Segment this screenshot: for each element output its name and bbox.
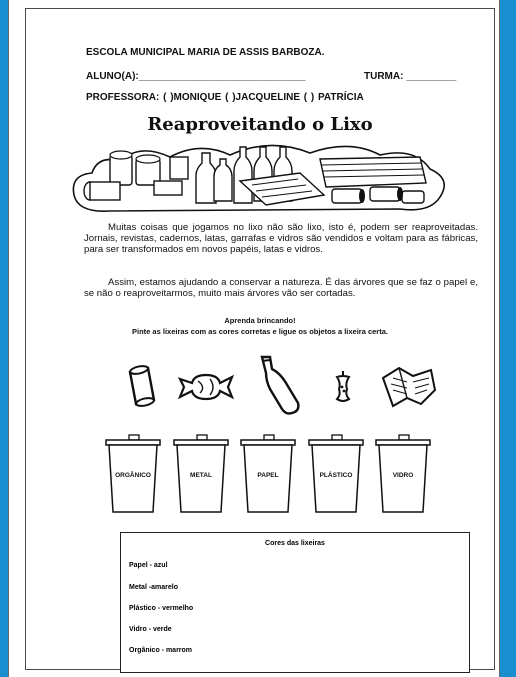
can-icon [122, 364, 158, 409]
teacher-line: PROFESSORA: ( )MONIQUE ( )JACQUELINE ( ) PATRÍCIA [86, 92, 364, 103]
apple-core-icon [331, 369, 355, 405]
bin-vidro[interactable] [373, 434, 433, 516]
recyclables-illustration [70, 135, 450, 217]
bin-label: PAPEL [257, 472, 279, 479]
bin-plastico[interactable] [306, 434, 366, 516]
bin-label: ORGÂNICO [115, 472, 151, 479]
bin-organico[interactable] [103, 434, 163, 516]
paragraph-1: Muitas coisas que jogamos no lixo não são lixo, isto é, podem ser reaproveitadas. Jornais, revistas, cadernos, latas, garrafas e vidros são vendidos e voltam para as fábricas, para ser transformados em novos papéis, latas e vidros. [84, 222, 478, 255]
worksheet-border [25, 8, 495, 670]
legend-item: Plástico - vermelho [129, 605, 194, 612]
newspaper-icon [379, 364, 437, 410]
bin-label: PLÁSTICO [319, 472, 353, 479]
legend-item: Papel - azul [129, 562, 168, 569]
bin-metal[interactable] [171, 434, 231, 516]
page-title: Reaproveitando o Lixo [147, 114, 373, 135]
bin-color-legend [120, 532, 470, 673]
bin-papel[interactable] [238, 434, 298, 516]
student-name-line: ALUNO(A):______________________________ [86, 71, 306, 82]
bottle-icon [254, 355, 304, 415]
activity-heading: Aprenda brincando! [224, 316, 296, 325]
bin-label: METAL [190, 472, 212, 479]
legend-title: Cores das lixeiras [265, 540, 325, 547]
bin-label: VIDRO [392, 472, 414, 479]
worksheet-page [8, 0, 500, 677]
school-name: ESCOLA MUNICIPAL MARIA DE ASSIS BARBOZA. [86, 47, 325, 58]
class-line: TURMA: _________ [364, 71, 457, 82]
legend-item: Vidro - verde [129, 626, 172, 633]
candy-wrapper-icon [176, 369, 236, 404]
legend-item: Metal -amarelo [129, 584, 179, 591]
activity-instruction: Pinte as lixeiras com as cores corretas e ligue os objetos a lixeira certa. [132, 327, 388, 336]
paragraph-2: Assim, estamos ajudando a conservar a natureza. É das árvores que se faz o papel e, se não o reaproveitarmos, muito mais árvores vão ser cortadas. [84, 277, 478, 299]
legend-item: Orgânico - marrom [129, 647, 193, 654]
